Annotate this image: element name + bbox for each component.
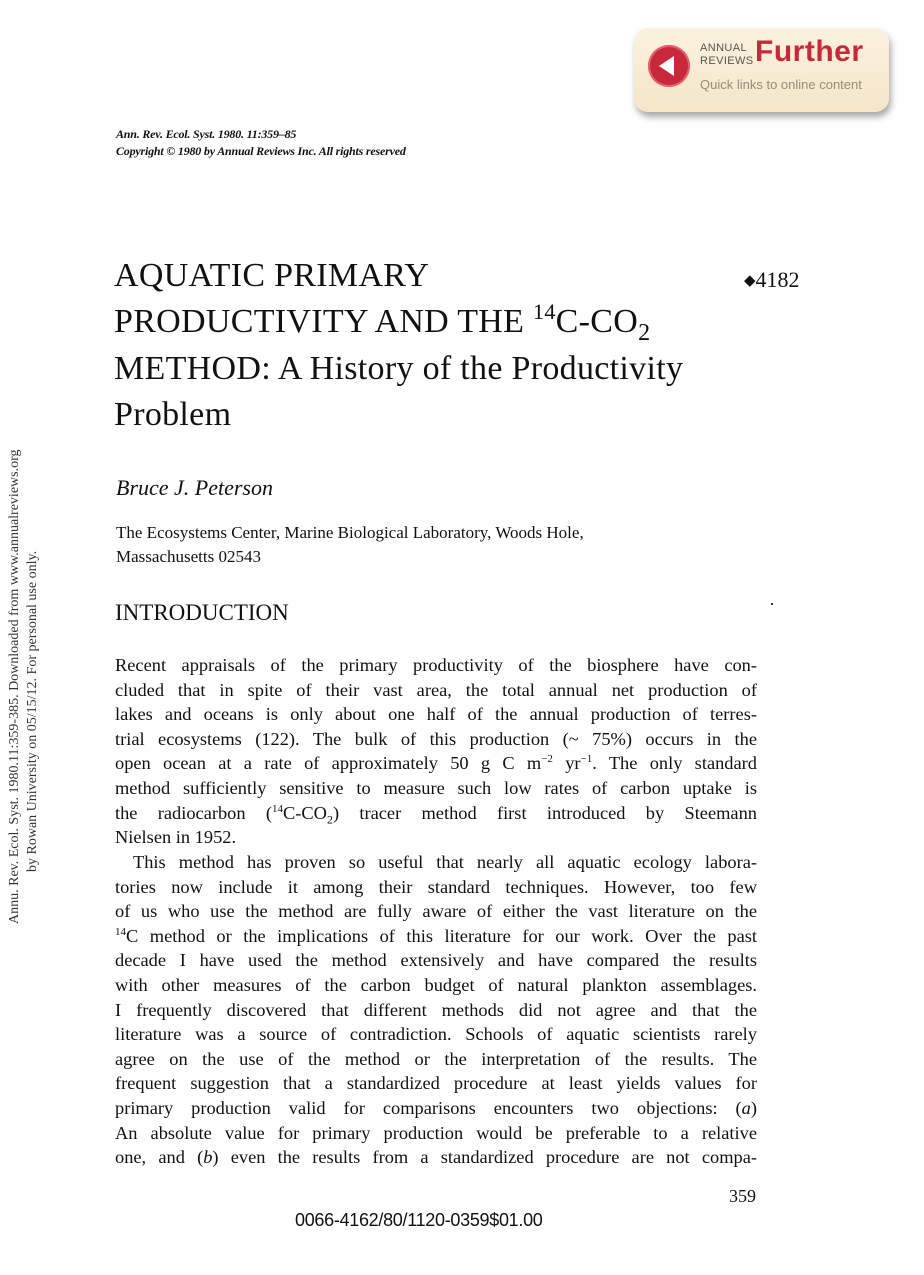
title-line-1: AQUATIC PRIMARY	[114, 257, 430, 294]
paragraph-2	[115, 850, 757, 1170]
page-number: 359	[729, 1186, 756, 1206]
text-line: Recent appraisals of the primary productivity of the biosphere have con-	[115, 655, 757, 675]
text-line: This method has proven so useful that nearly all aquatic ecology labora-	[133, 852, 757, 872]
text-line: I frequently discovered that different methods did not agree and that the	[115, 999, 757, 1020]
text-line: An absolute value for primary production would be preferable to a relative	[115, 1122, 757, 1143]
badge-reviews-label: REVIEWS	[700, 55, 754, 67]
download-note-line-2: by Rowan University on 05/15/12. For personal use only.	[25, 550, 40, 872]
download-note	[0, 240, 60, 940]
text-line: cluded that in spite of their vast area, the total annual net production of	[115, 679, 757, 700]
text-line: Nielsen in 1952.	[115, 827, 237, 848]
title-line-3: METHOD: A History of the Productivity	[114, 350, 684, 387]
text-line: agree on the use of the method or the interpretation of the results. The	[115, 1048, 757, 1069]
text-line: trial ecosystems (122). The bulk of this production (~ 75%) occurs in the	[115, 728, 757, 749]
text-line: open ocean at a rate of approximately 50 g C $m^{-2}$ $yr^{-1}$. The only standard	[115, 753, 757, 774]
text-line: of us who use the method are fully aware of either the vast literature on the	[115, 901, 757, 922]
affiliation-line-1: The Ecosystems Center, Marine Biological Laboratory, Woods Hole,	[116, 523, 584, 542]
fee-code: 0066-4162/80/1120-0359$01.00	[295, 1210, 543, 1230]
badge-further-label[interactable]: Further	[755, 35, 864, 68]
badge-quick-links[interactable]: Quick links to online content	[700, 77, 862, 92]
citation-line: Ann. Rev. Ecol. Syst. 1980. 11:359–85	[116, 127, 297, 141]
text-line: tories now include it among their standard techniques. However, too few	[115, 876, 757, 897]
text-line: lakes and oceans is only about one half of the annual production of terres-	[115, 704, 757, 725]
badge-annual-label: ANNUAL	[700, 42, 748, 54]
diamond-icon: ◆	[744, 273, 756, 289]
text-line: literature was a source of contradiction. Schools of aquatic scientists rarely	[115, 1024, 757, 1045]
text-line: one, and (b) even the results from a standardized procedure are not compa-	[115, 1147, 757, 1168]
copyright-line: Copyright © 1980 by Annual Reviews Inc. All rights reserved	[116, 144, 406, 158]
text-line: method sufficiently sensitive to measure such low rates of carbon uptake is	[115, 777, 757, 798]
text-line: primary production valid for comparisons encounters two objections: (a)	[115, 1097, 757, 1118]
text-line: frequent suggestion that a standardized procedure at least yields values for	[115, 1073, 757, 1094]
text-line: the radiocarbon $(^{14}C-CO_2)$ tracer method first introduced by Steemann	[115, 802, 757, 827]
download-note-line-1: Annu. Rev. Ecol. Syst. 1980.11:359-385. Downloaded from www.annualreviews.org	[7, 449, 22, 924]
affiliation-line-2: Massachusetts 02543	[116, 547, 261, 566]
title-line-2: PRODUCTIVITY AND THE $^{14}C-CO_2$	[114, 299, 651, 346]
text-line: $^{14}$C method or the implications of this literature for our work. Over the past	[115, 925, 757, 946]
play-back-icon[interactable]	[648, 45, 690, 87]
section-heading: INTRODUCTION	[115, 600, 289, 625]
stray-mark	[771, 603, 773, 605]
paragraph-1	[115, 653, 757, 850]
author-name: Bruce J. Peterson	[116, 475, 273, 500]
article-code: ◆4182	[744, 267, 800, 292]
text-line: with other measures of the carbon budget of natural plankton assemblages.	[115, 974, 757, 995]
text-line: decade I have used the method extensively and have compared the results	[115, 950, 757, 971]
title-line-4: Problem	[114, 396, 232, 433]
further-badge[interactable]	[634, 28, 889, 112]
